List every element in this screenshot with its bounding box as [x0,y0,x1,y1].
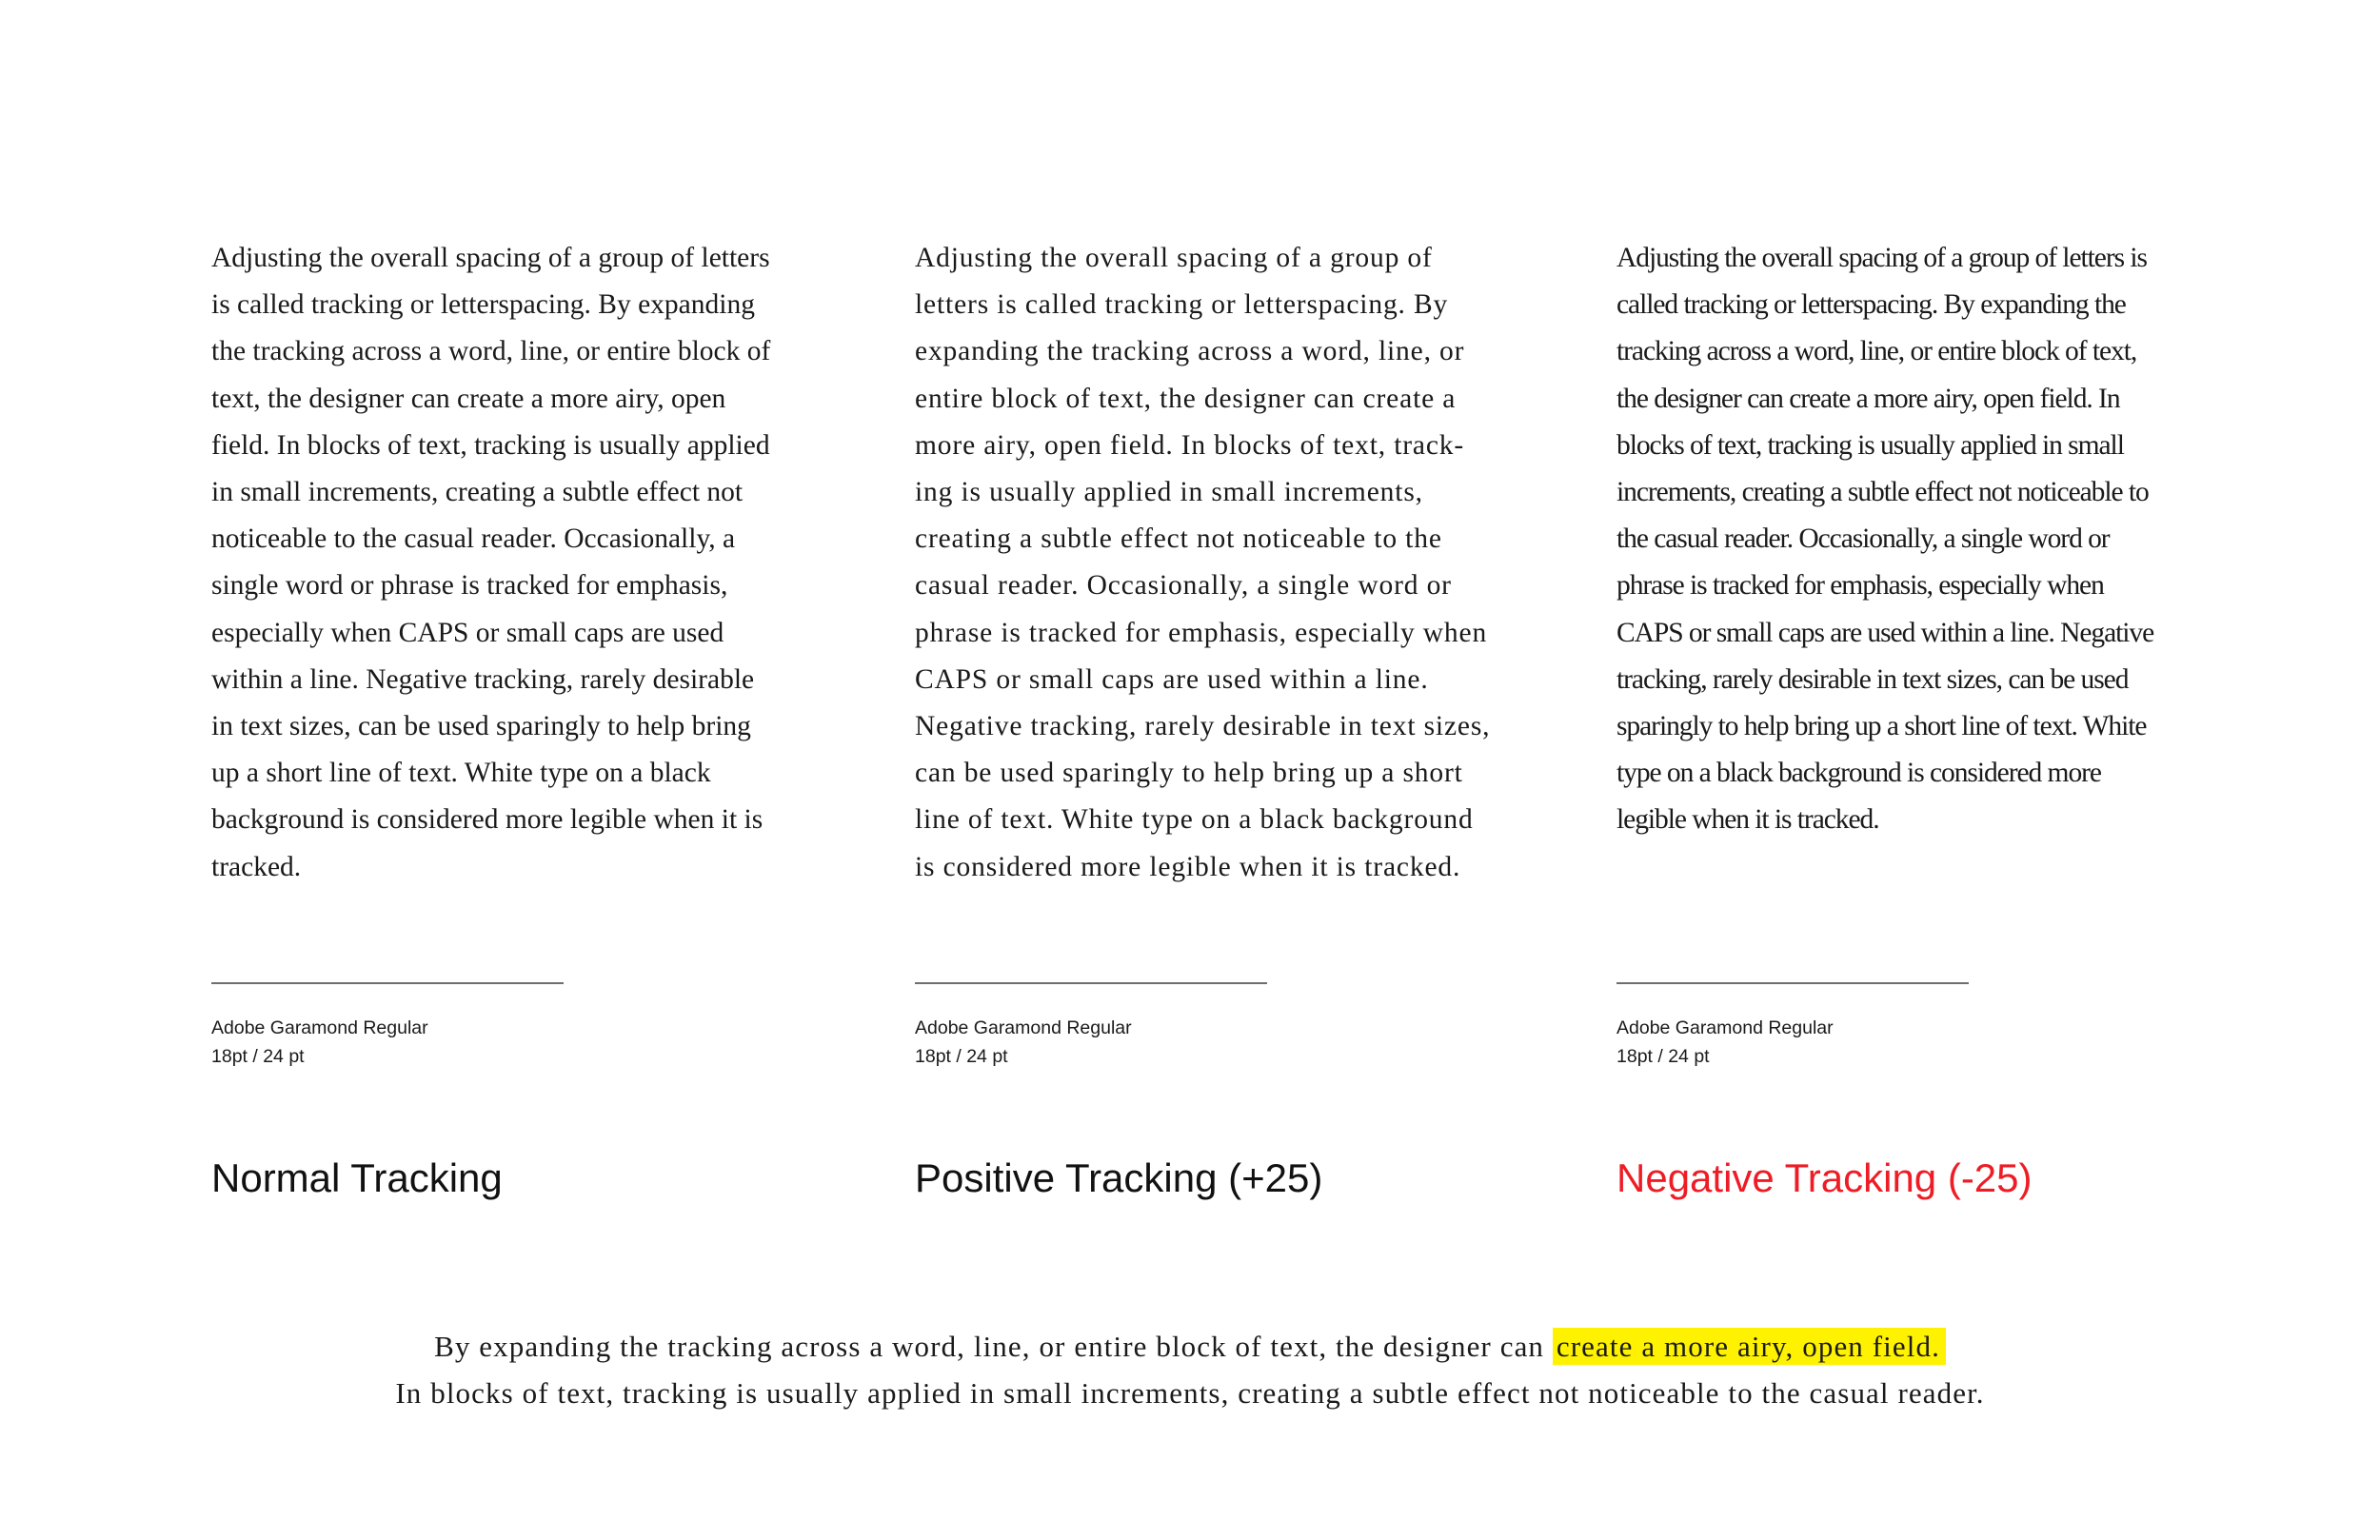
paragraph-line: field. In blocks of text, tracking is usually applied [211,429,770,461]
highlighted-phrase: create a more airy, open field. [1553,1328,1946,1365]
paragraph-line: tracking across a word, line, or entire block of text, [1616,336,2137,367]
paragraph-line: line of text. White type on a black background [915,804,1474,836]
paragraph-line: phrase is tracked for emphasis, especially when [1616,570,2104,602]
paragraph-line: background is considered more legible when it is [211,804,764,836]
divider-rule [1616,982,1969,984]
column-negative-tracking [1616,0,2207,1237]
divider-rule [211,982,564,984]
divider-rule [915,982,1267,984]
paragraph-line: the casual reader. Occasionally, a single word or [1616,523,2110,555]
paragraph-line: ing is usually applied in small increments, [915,477,1423,508]
paragraph-line: Adjusting the overall spacing of a group of letters [211,243,770,273]
paragraph-line: legible when it is tracked. [1616,804,1879,836]
example-line-1 [0,1323,2380,1370]
paragraph-line: entire block of text, the designer can create a [915,383,1457,414]
paragraph-line: tracked. [211,851,302,882]
paragraph-line: Negative tracking, rarely desirable in text sizes, [915,711,1491,742]
paragraph-negative-tracking [1616,235,2178,844]
paragraph-line: single word or phrase is tracked for emphasis, [211,570,728,602]
heading-positive-tracking: Positive Tracking (+25) [915,1155,1323,1200]
example-line-1-text: By expanding the tracking across a word, line, or entire block of text, the designer can [434,1330,1545,1363]
paragraph-line: creating a subtle effect not noticeable to the [915,523,1442,555]
paragraph-line: is called tracking or letterspacing. By expanding [211,289,755,321]
font-name-caption: Adobe Garamond Regular [915,1017,1132,1038]
paragraph-line: blocks of text, tracking is usually applied in small [1616,429,2124,461]
paragraph-line: up a short line of text. White type on a black [211,758,711,789]
heading-normal-tracking: Normal Tracking [211,1155,503,1200]
paragraph-line: type on a black background is considered more [1616,758,2101,789]
font-size-caption: 18pt / 24 pt [915,1046,1008,1067]
paragraph-line: tracking, rarely desirable in text sizes, can be used [1616,663,2129,695]
paragraph-positive-tracking [915,235,1505,891]
paragraph-line: especially when CAPS or small caps are used [211,617,724,648]
paragraph-normal-tracking [211,235,783,891]
font-size-caption: 18pt / 24 pt [211,1046,305,1067]
font-name-caption: Adobe Garamond Regular [211,1017,428,1038]
paragraph-line: called tracking or letterspacing. By expanding the [1616,289,2126,321]
column-normal-tracking [211,0,802,1237]
paragraph-line: the designer can create a more airy, open field. In [1616,383,2120,414]
paragraph-line: casual reader. Occasionally, a single word or [915,570,1452,602]
font-name-caption: Adobe Garamond Regular [1616,1017,1834,1038]
paragraph-line: within a line. Negative tracking, rarely desirable [211,663,755,695]
paragraph-line: can be used sparingly to help bring up a short [915,758,1463,789]
paragraph-line: sparingly to help bring up a short line of text. White [1616,711,2147,742]
column-positive-tracking [915,0,1505,1237]
paragraph-line: increments, creating a subtle effect not noticeable to [1616,477,2149,508]
example-line-2: In blocks of text, tracking is usually applied in small increments, creating a subtle effect not noticeable to the casual reader. [395,1376,1985,1410]
paragraph-line: noticeable to the casual reader. Occasionally, a [211,523,736,555]
font-size-caption: 18pt / 24 pt [1616,1046,1710,1067]
paragraph-line: Adjusting the overall spacing of a group of letters is [1616,243,2147,273]
paragraph-line: Adjusting the overall spacing of a group of [915,243,1433,273]
paragraph-line: expanding the tracking across a word, line, or [915,336,1465,367]
paragraph-line: CAPS or small caps are used within a line. Negative [1616,617,2154,648]
paragraph-line: in small increments, creating a subtle effect not [211,477,744,508]
heading-negative-tracking: Negative Tracking (-25) [1616,1155,2033,1200]
paragraph-line: CAPS or small caps are used within a line. [915,663,1429,695]
paragraph-line: is considered more legible when it is tracked. [915,851,1461,882]
paragraph-line: more airy, open field. In blocks of text, track- [915,429,1465,461]
example-sentence [0,1323,2380,1416]
paragraph-line: letters is called tracking or letterspacing. By [915,289,1449,321]
paragraph-line: in text sizes, can be used sparingly to help bring [211,711,751,742]
paragraph-line: text, the designer can create a more airy, open [211,383,726,414]
paragraph-line: phrase is tracked for emphasis, especially when [915,617,1488,648]
paragraph-line: the tracking across a word, line, or entire block of [211,336,771,367]
